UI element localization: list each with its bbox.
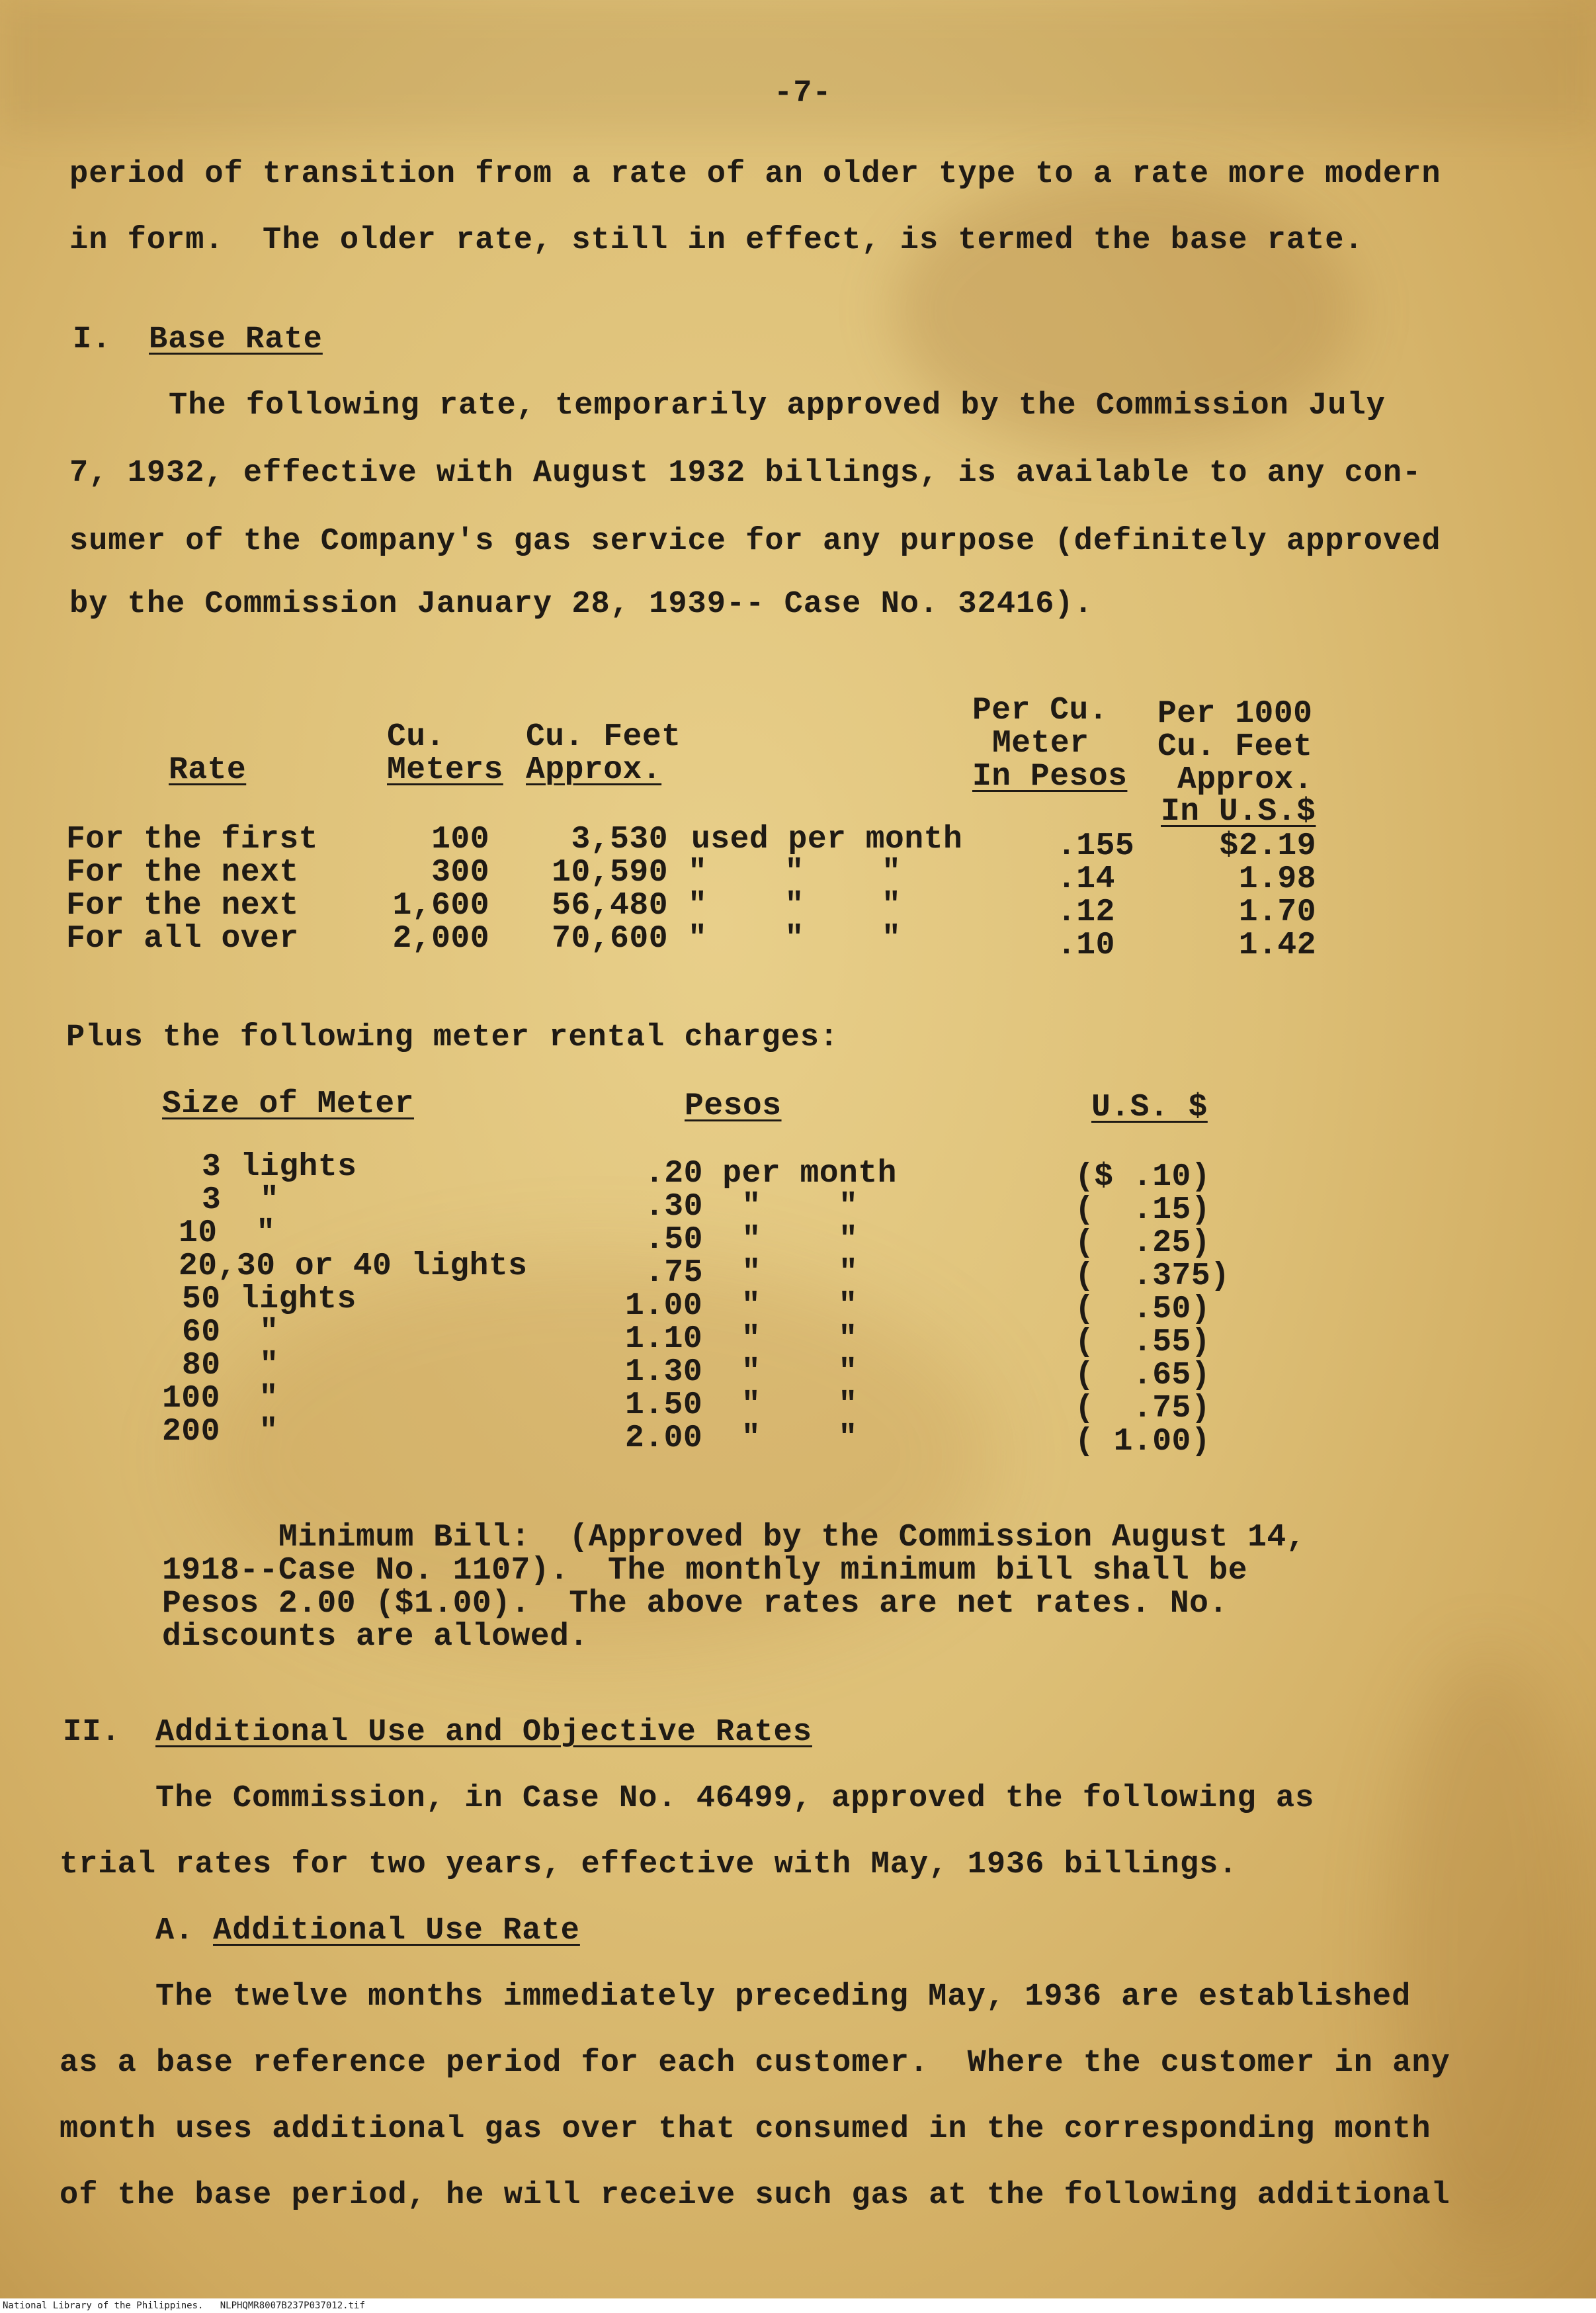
meter-usd: ( .15) (1075, 1192, 1211, 1228)
meter-pesos: 1.00 " " (625, 1288, 858, 1324)
header-usd-1: Per 1000 (1157, 696, 1313, 732)
header-usd-3: Approx. (1177, 762, 1314, 798)
rate-note: " " " (688, 855, 902, 891)
section-2-paragraph-line: trial rates for two years, effective with May, 1936 billings. (60, 1847, 1238, 1882)
meter-size: 10 " (179, 1215, 276, 1251)
section-2-numeral: II. (63, 1715, 121, 1750)
meter-usd: ( .375) (1075, 1258, 1230, 1294)
minimum-bill-line: discounts are allowed. (162, 1619, 589, 1655)
rate-label: For the first (66, 822, 318, 857)
section-a-title: Additional Use Rate (213, 1913, 580, 1948)
rate-usd: 1.70 (1238, 895, 1316, 930)
header-feet-1: Cu. Feet (526, 719, 681, 755)
meter-usd: ($ .10) (1075, 1159, 1211, 1195)
section-a-paragraph-line: The twelve months immediately preceding May, 1936 are established (155, 1980, 1411, 2015)
rate-feet: 3,530 (571, 822, 668, 857)
rate-note: " " " (688, 921, 902, 957)
header-feet-2: Approx. (526, 752, 662, 788)
rate-pesos: .155 (1057, 828, 1135, 864)
archive-footer: National Library of the Philippines. NLPHQMR8007B237P037012.tif (0, 2298, 1596, 2313)
rate-feet: 70,600 (552, 921, 668, 957)
rate-pesos: .12 (1057, 895, 1115, 930)
meter-usd: ( .75) (1075, 1391, 1211, 1426)
meter-size: 100 " (162, 1381, 278, 1417)
section-1-paragraph-line: The following rate, temporarily approved by the Commission July (169, 388, 1386, 423)
header-pesos-2: Meter (992, 726, 1089, 762)
rate-pesos: .10 (1057, 928, 1115, 963)
header-rate: Rate (169, 752, 247, 788)
section-a-paragraph-line: as a base reference period for each customer. Where the customer in any (60, 2046, 1450, 2081)
meter-usd: ( .65) (1075, 1358, 1211, 1393)
rate-feet: 56,480 (552, 888, 668, 924)
rate-meters: 1,600 (392, 888, 489, 924)
meter-usd: ( .25) (1075, 1225, 1211, 1261)
meter-usd: ( 1.00) (1075, 1424, 1211, 1460)
section-2-title: Additional Use and Objective Rates (155, 1715, 812, 1750)
header-meters-1: Cu. (387, 719, 445, 755)
meter-size: 3 lights (202, 1149, 357, 1185)
meter-pesos: .30 " " (645, 1189, 859, 1225)
section-a-label: A. (155, 1913, 194, 1948)
section-a-paragraph-line: month uses additional gas over that consumed in the corresponding month (60, 2112, 1431, 2147)
meter-pesos: .75 " " (645, 1255, 859, 1291)
header-usd-4: In U.S.$ (1161, 794, 1316, 830)
header-usd-2: Cu. Feet (1157, 729, 1313, 765)
section-a-paragraph-line: of the base period, he will receive such gas at the following additional (60, 2178, 1450, 2213)
header-size: Size of Meter (162, 1086, 414, 1122)
meter-size: 80 " (182, 1348, 279, 1383)
minimum-bill-line: Minimum Bill: (Approved by the Commission August 14, (162, 1520, 1306, 1555)
meter-pesos: 1.10 " " (625, 1321, 858, 1357)
rate-pesos: .14 (1057, 861, 1115, 897)
section-1-paragraph-line: sumer of the Company's gas service for any purpose (definitely approved (69, 524, 1441, 559)
rate-note: " " " (688, 888, 902, 924)
meter-usd: ( .50) (1075, 1291, 1211, 1327)
rate-usd: 1.42 (1238, 928, 1316, 963)
section-1-title: Base Rate (149, 322, 323, 357)
meter-pesos: .20 per month (645, 1156, 897, 1192)
header-pesos-1: Per Cu. (972, 693, 1109, 728)
meter-rental-intro: Plus the following meter rental charges: (66, 1020, 839, 1055)
meter-size: 3 " (202, 1182, 280, 1218)
rate-meters: 300 (431, 855, 489, 891)
rate-meters: 100 (431, 822, 489, 857)
section-2-paragraph-line: The Commission, in Case No. 46499, approved the following as (155, 1781, 1315, 1816)
section-1-paragraph-line: by the Commission January 28, 1939-- Case No. 32416). (69, 587, 1093, 622)
section-1-paragraph-line: 7, 1932, effective with August 1932 billings, is available to any con- (69, 456, 1422, 491)
meter-pesos: 1.50 " " (625, 1387, 858, 1423)
minimum-bill-line: Pesos 2.00 ($1.00). The above rates are net rates. No. (162, 1586, 1228, 1622)
header-pesos-3: In Pesos (972, 759, 1128, 795)
rate-feet: 10,590 (552, 855, 668, 891)
page-number: -7- (774, 76, 832, 111)
meter-size: 20,30 or 40 lights (179, 1248, 528, 1284)
rate-label: For the next (66, 855, 299, 891)
rate-label: For all over (66, 921, 299, 957)
rate-usd: $2.19 (1219, 828, 1316, 864)
section-1-numeral: I. (73, 322, 112, 357)
header-meter-pesos: Pesos (685, 1088, 782, 1124)
header-meter-usd: U.S. $ (1091, 1090, 1208, 1125)
rate-meters: 2,000 (392, 921, 489, 957)
intro-line: in form. The older rate, still in effect, is termed the base rate. (69, 223, 1364, 258)
meter-size: 60 " (182, 1315, 279, 1350)
rate-note: used per month (691, 822, 963, 857)
meter-usd: ( .55) (1075, 1325, 1211, 1360)
meter-pesos: .50 " " (645, 1222, 859, 1258)
header-meters-2: Meters (387, 752, 503, 788)
meter-size: 50 lights (182, 1282, 357, 1317)
rate-label: For the next (66, 888, 299, 924)
meter-pesos: 2.00 " " (625, 1420, 858, 1456)
meter-pesos: 1.30 " " (625, 1354, 858, 1390)
minimum-bill-line: 1918--Case No. 1107). The monthly minimum bill shall be (162, 1553, 1248, 1589)
rate-usd: 1.98 (1238, 861, 1316, 897)
intro-line: period of transition from a rate of an older type to a rate more modern (69, 157, 1441, 192)
meter-size: 200 " (162, 1414, 278, 1450)
